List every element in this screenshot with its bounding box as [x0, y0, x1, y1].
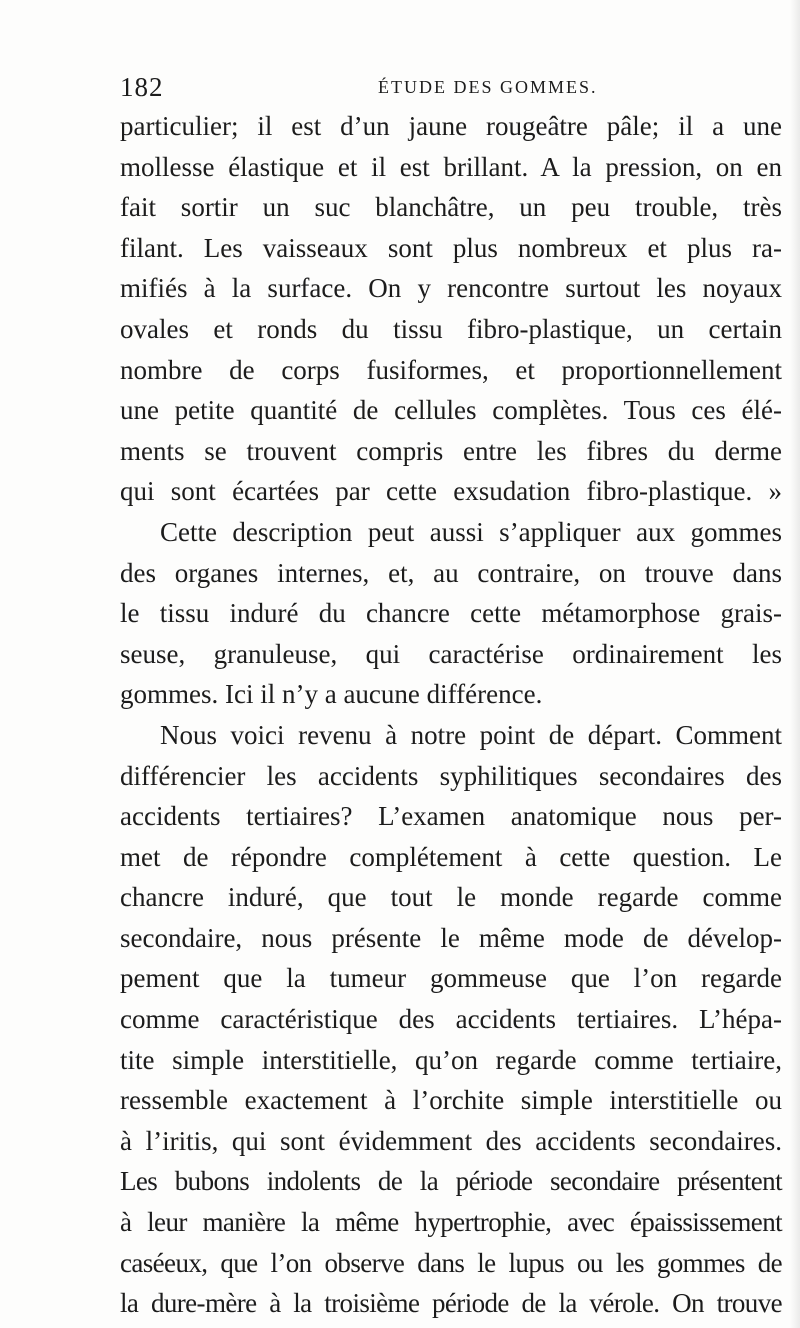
text-line: seuse, granuleuse, qui caractérise ordinairement les	[120, 638, 782, 669]
text-line: fait sortir un suc blanchâtre, un peu trouble, très	[120, 192, 782, 223]
text-line: des organes internes, et, au contraire, on trouve dans	[120, 557, 782, 588]
page-edge-shadow	[790, 0, 800, 1328]
text-line: caséeux, que l’on observe dans le lupus ou les gommes de	[120, 1247, 782, 1278]
text-line: différencier les accidents syphilitiques secondaires des	[120, 760, 782, 791]
text-line: mifiés à la surface. On y rencontre surtout les noyaux	[120, 273, 782, 304]
text-line: particulier; il est d’un jaune rougeâtre pâle; il a une	[120, 111, 782, 141]
text-line: ovales et ronds du tissu fibro-plastique, un certain	[120, 313, 782, 344]
text-line: une petite quantité de cellules complètes. Tous ces élé-	[120, 395, 782, 426]
text-line: le tissu induré du chancre cette métamorphose grais-	[120, 598, 782, 629]
text-line: filant. Les vaisseaux sont plus nombreux et plus ra-	[120, 232, 782, 263]
body-text	[120, 106, 782, 1324]
text-line: à leur manière la même hypertrophie, avec épaississement	[120, 1207, 782, 1238]
text-line: pement que la tumeur gommeuse que l’on regarde	[120, 963, 782, 994]
text-line: ments se trouvent compris entre les fibres du derme	[120, 435, 782, 466]
text-line: Les bubons indolents de la période secondaire présentent	[120, 1166, 782, 1197]
text-line: chancre induré, que tout le monde regarde comme	[120, 882, 782, 913]
text-line: qui sont écartées par cette exsudation fibro-plastique. »	[120, 476, 782, 507]
text-line: mollesse élastique et il est brillant. A la pression, on en	[120, 151, 782, 182]
paragraph-end-line: gommes. Ici il n’y a aucune différence.	[120, 679, 543, 710]
text-line: à l’iritis, qui sont évidemment des accidents secondaires.	[120, 1125, 782, 1156]
paragraph-start-line: Nous voici revenu à notre point de départ. Comment	[160, 719, 782, 750]
text-line: nombre de corps fusiformes, et proportionnellement	[120, 354, 782, 385]
text-line: comme caractéristique des accidents tertiaires. L’hépa-	[120, 1004, 782, 1035]
text-line: la dure-mère à la troisième période de la vérole. On trouve	[120, 1288, 782, 1319]
text-line: met de répondre complétement à cette question. Le	[120, 841, 782, 872]
text-line: accidents tertiaires? L’examen anatomique nous per-	[120, 801, 782, 832]
text-line: ressemble exactement à l’orchite simple interstitielle ou	[120, 1085, 782, 1116]
paragraph-start-line: Cette description peut aussi s’appliquer aux gommes	[160, 516, 782, 547]
page-header	[120, 72, 782, 102]
page-number: 182	[120, 72, 164, 102]
text-line: secondaire, nous présente le même mode de dévelop-	[120, 922, 782, 953]
text-line: tite simple interstitielle, qu’on regarde comme tertiaire,	[120, 1044, 782, 1075]
running-head: ÉTUDE DES GOMMES.	[378, 77, 598, 97]
